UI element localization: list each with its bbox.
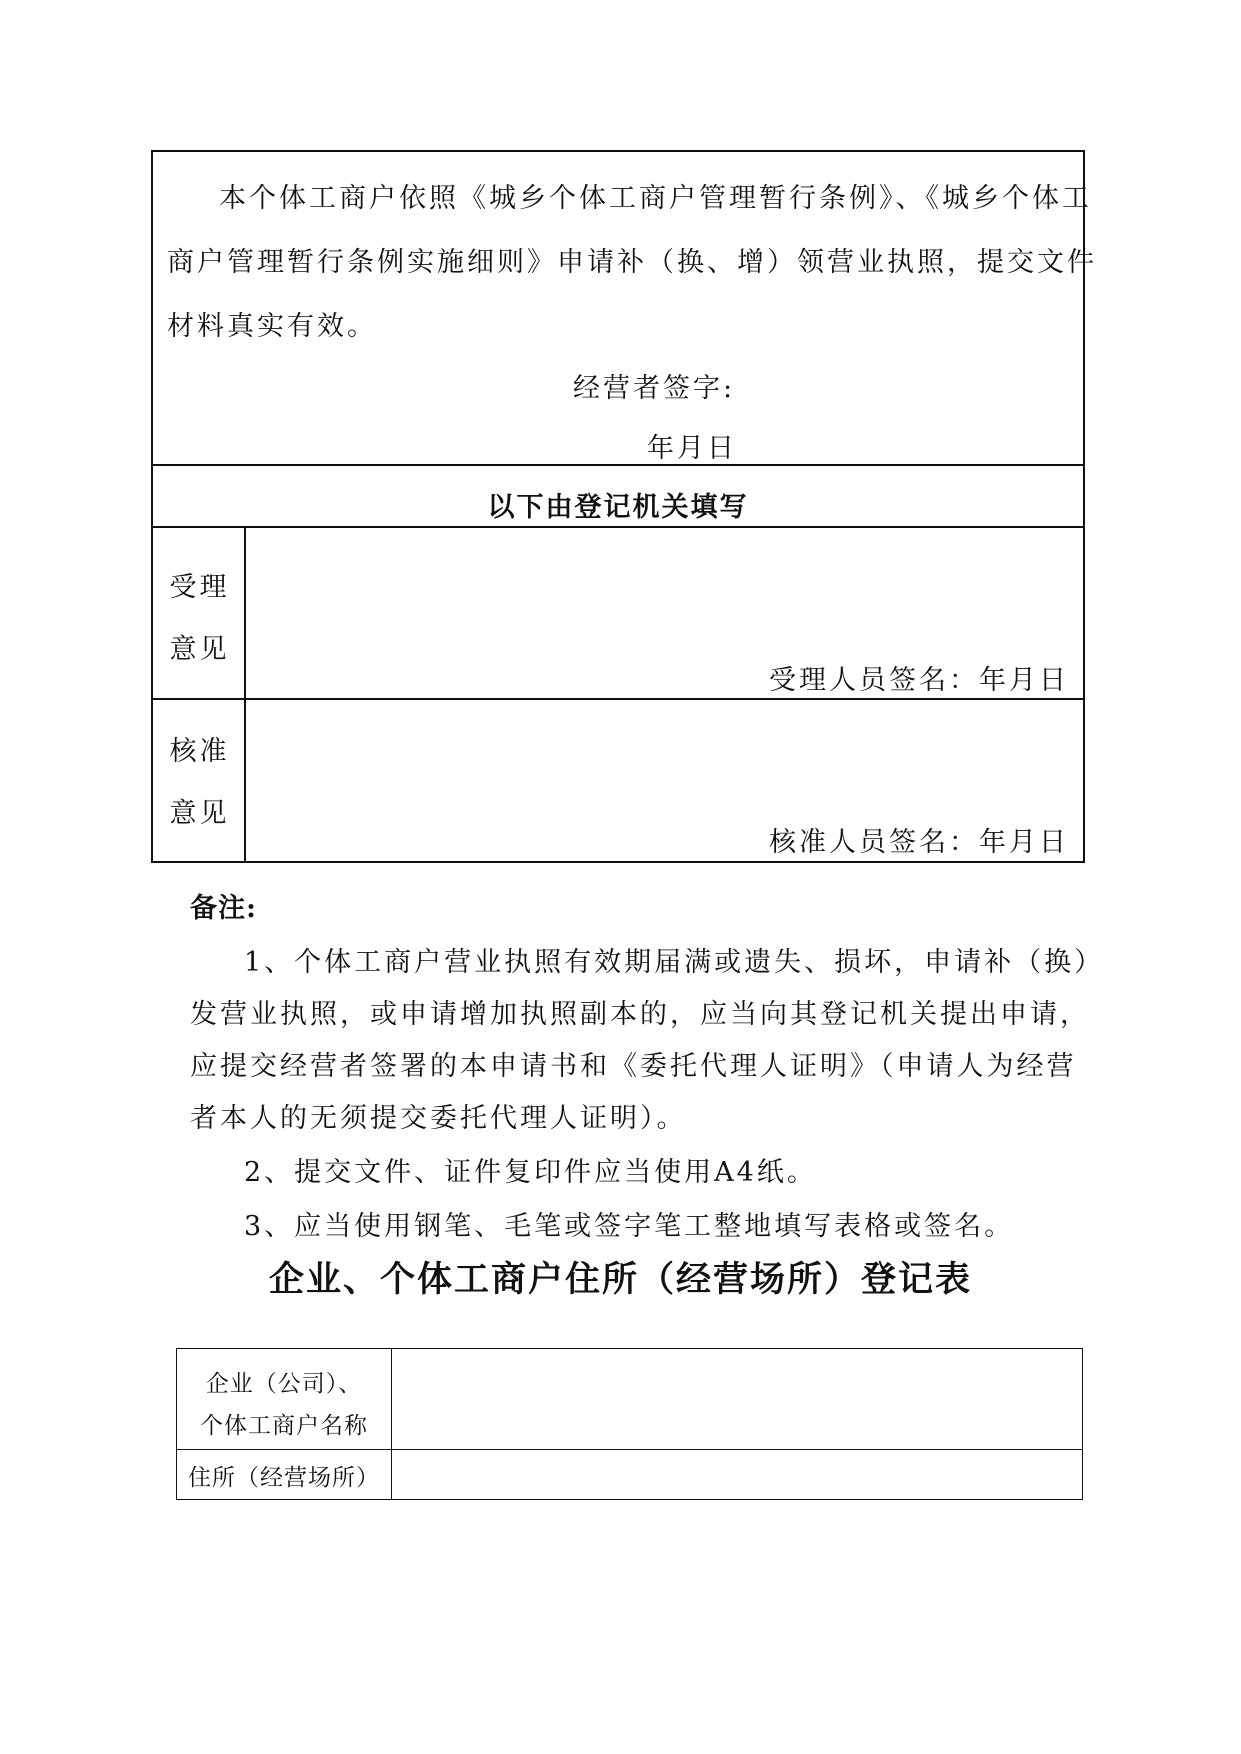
declaration-line-1: 本个体工商户依照《城乡个体工商户管理暂行条例》、《城乡个体工: [219, 183, 1092, 214]
office-use-header: 以下由登记机关填写: [487, 492, 749, 523]
approval-signature-field[interactable]: 核准人员签名：年月日: [769, 827, 1069, 858]
note-line: 3、应当使用钢笔、毛笔或签字笔工整地填写表格或签名。: [244, 1211, 1015, 1242]
application-form-table: [151, 150, 1097, 863]
declaration-line-3: 材料真实有效。: [167, 311, 377, 342]
note-line: 者本人的无须提交委托代理人证明）。: [190, 1103, 687, 1134]
approval-label-line-1: 核准: [169, 736, 230, 767]
approval-label-line-2: 意见: [169, 798, 230, 829]
acceptance-label-line-1: 受理: [169, 572, 230, 603]
label-column-divider: [391, 1349, 392, 1499]
table-divider: [153, 698, 1083, 700]
notes-title: 备注:: [190, 893, 257, 924]
acceptance-label-line-2: 意见: [169, 634, 230, 665]
address-label: 住所（经营场所）: [188, 1465, 380, 1491]
registry-form-title: 企业、个体工商户住所（经营场所）登记表: [268, 1259, 972, 1300]
company-name-field[interactable]: [393, 1349, 1082, 1449]
note-line: 1、个体工商户营业执照有效期届满或遗失、损坏，申请补（换）: [244, 947, 1105, 978]
note-line: 2、提交文件、证件复印件应当使用A4纸。: [244, 1157, 817, 1188]
note-line: 发营业执照，或申请增加执照副本的，应当向其登记机关提出申请，: [190, 999, 1090, 1030]
registry-form-table: [176, 1348, 1083, 1500]
declaration-line-2: 商户管理暂行条例实施细则》申请补（换、增）领营业执照，提交文件: [167, 247, 1097, 278]
table-divider: [153, 526, 1083, 528]
company-name-label-line-1: 企业（公司）、: [205, 1371, 363, 1397]
table-divider: [177, 1449, 1082, 1450]
address-field[interactable]: [393, 1451, 1082, 1499]
table-divider: [153, 464, 1083, 466]
company-name-label-line-2: 个体工商户名称: [200, 1413, 368, 1439]
declaration-date-label: 年月日: [647, 433, 737, 464]
note-line: 应提交经营者签署的本申请书和《委托代理人证明》（申请人为经营: [190, 1051, 1077, 1082]
acceptance-signature-field[interactable]: 受理人员签名：年月日: [769, 665, 1069, 696]
operator-signature-label: 经营者签字:: [573, 373, 736, 404]
